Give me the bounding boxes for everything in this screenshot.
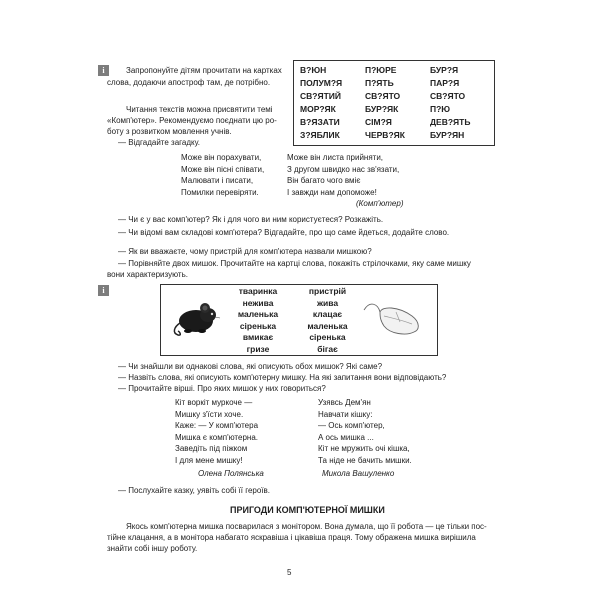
intro-line-2: слова, додаючи апостроф там, де потрібно. [107, 78, 271, 87]
word-column-3 [430, 64, 470, 142]
mouse-word: пристрій [308, 286, 347, 296]
question-line: — Чи відомі вам складові комп'ютера? Відгадайте, про що саме йдеться, додайте слово. [118, 228, 450, 237]
word-cell: БУР?ЯК [365, 104, 399, 114]
word-cell: ПАР?Я [430, 78, 460, 88]
poem-line: Мишка є комп'ютерна. [175, 432, 258, 442]
question-line: вони характеризують. [107, 270, 188, 279]
mouse-word: нежива [242, 297, 274, 308]
word-cell: МОР?ЯК [300, 104, 336, 114]
mouse-word: маленька [237, 309, 279, 319]
poem-left [175, 397, 258, 466]
question-line: — Як ви вважаєте, чому пристрій для комп'ютера назвали мишкою? [118, 247, 372, 256]
fairy-line: знайти собі іншу роботу. [107, 544, 198, 553]
mouse-word: сіренька [309, 332, 346, 342]
info-marker: i [98, 65, 109, 76]
fairy-prompt: — Послухайте казку, уявіть собі її героїв. [118, 486, 270, 495]
animal-mouse-words [228, 286, 288, 355]
mouse-word: клацає [312, 309, 343, 319]
poem-line: Каже: — У комп'ютера [175, 421, 259, 430]
word-cell: СІМ?Я [365, 117, 392, 127]
mouse-word: тваринка [238, 286, 278, 296]
poem-right-author: Микола Вашуленко [322, 469, 395, 478]
poem-right [318, 397, 412, 466]
word-cell: ЧЕРВ?ЯК [365, 130, 405, 140]
word-column-2 [365, 64, 405, 142]
para1-line-1: Читання текстів можна присвятити темі [126, 105, 273, 114]
riddle-right [287, 152, 399, 198]
word-cell: П?Ю [430, 104, 451, 114]
poem-line: Заведіть під піжком [175, 444, 248, 453]
riddle-line: І завжди нам допоможе! [287, 187, 377, 197]
computer-mouse-image [362, 296, 424, 338]
poem-line: — Ось комп'ютер, [318, 421, 385, 430]
riddle-line: Може він порахувати, [181, 153, 262, 162]
riddle-line: Малювати і писати, [181, 176, 254, 185]
poem-line: А ось мишка ... [318, 432, 374, 442]
riddle-line: Може він листа прийняти, [287, 153, 384, 162]
computer-mouse-words [300, 286, 355, 355]
word-cell: З?ЯБЛИК [300, 130, 340, 140]
mouse-word: вмикає [242, 332, 274, 342]
word-cell: СВ?ЯТИЙ [300, 91, 341, 101]
intro-line-1: Запропонуйте дітям прочитати на картках [126, 66, 282, 75]
word-cell: СВ?ЯТО [365, 91, 401, 101]
word-column-1 [300, 64, 342, 142]
riddle-left [181, 152, 264, 198]
word-cell: П?ЮРЕ [365, 65, 397, 75]
word-cell: ДЕВ?ЯТЬ [430, 117, 471, 127]
para1-line-2: «Комп'ютер». Рекомендуємо поєднати цю ро- [107, 116, 277, 125]
question-line: — Назвіть слова, які описують комп'ютерну мишку. На які запитання вони відповідають? [118, 373, 447, 382]
question-line: — Прочитайте вірші. Про яких мишок у них говориться? [118, 384, 326, 393]
word-cell: П?ЯТЬ [365, 78, 394, 88]
fairy-title: ПРИГОДИ КОМП'ЮТЕРНОЇ МИШКИ [230, 505, 385, 515]
word-cell: В?ЯЗАТИ [300, 117, 340, 127]
fairy-line: Якось комп'ютерна мишка посварилася з монітором. Вона думала, що її робота — це тільки пос- [126, 522, 487, 531]
para1-line-4: — Відгадайте загадку. [118, 138, 201, 147]
fairy-line: тійне клацання, а в монітора набагато яскравіша і цікавіша праця. Тому ображена мишка вирішила [107, 533, 476, 542]
poem-line: Кіт не мружить очі кішка, [318, 444, 410, 453]
word-cell: БУР?Я [430, 65, 459, 75]
poem-line: Кіт воркіт муркоче — [175, 398, 253, 407]
word-cell: СВ?ЯТО [430, 91, 466, 101]
riddle-line: Помилки перевіряти. [181, 187, 259, 197]
riddle-line: Він багато чого вміє [287, 176, 361, 185]
poem-line: Навчати кішку: [318, 409, 373, 419]
mouse-word: гризе [246, 343, 270, 354]
question-line: — Чи знайшли ви однакові слова, які описують обох мишок? Які саме? [118, 362, 383, 371]
poem-line: І для мене мишку! [175, 455, 243, 465]
question-line: — Порівняйте двох мишок. Прочитайте на картці слова, покажіть стрілочками, яку саме мишку [118, 259, 471, 268]
para1-line-3: боту з розвитком мовлення учнів. [107, 127, 232, 136]
poem-line: Та ніде не бачить мишки. [318, 455, 412, 465]
mouse-word: маленька [307, 320, 348, 331]
animal-mouse-image [170, 297, 222, 337]
riddle-line: З другом швидко нас зв'язати, [287, 164, 400, 174]
riddle-answer: (Комп'ютер) [356, 199, 404, 208]
word-cell: БУР?ЯН [430, 130, 465, 140]
word-cell: В?ЮН [300, 65, 327, 75]
question-line: — Чи є у вас комп'ютер? Як і для чого ви ним користуєтеся? Розкажіть. [118, 215, 384, 224]
poem-line: Узявсь Дем'ян [318, 398, 371, 407]
riddle-line: Може він пісні співати, [181, 164, 265, 174]
mouse-word: жива [316, 297, 339, 308]
mouse-word: сіренька [239, 320, 277, 331]
word-cell: ПОЛУМ?Я [300, 78, 343, 88]
mouse-word: бігає [317, 343, 338, 354]
page-number: 5 [287, 568, 292, 577]
poem-line: Мишку з'їсти хоче. [175, 409, 244, 419]
poem-left-author: Олена Полянська [198, 469, 264, 478]
info-marker: i [98, 285, 109, 296]
